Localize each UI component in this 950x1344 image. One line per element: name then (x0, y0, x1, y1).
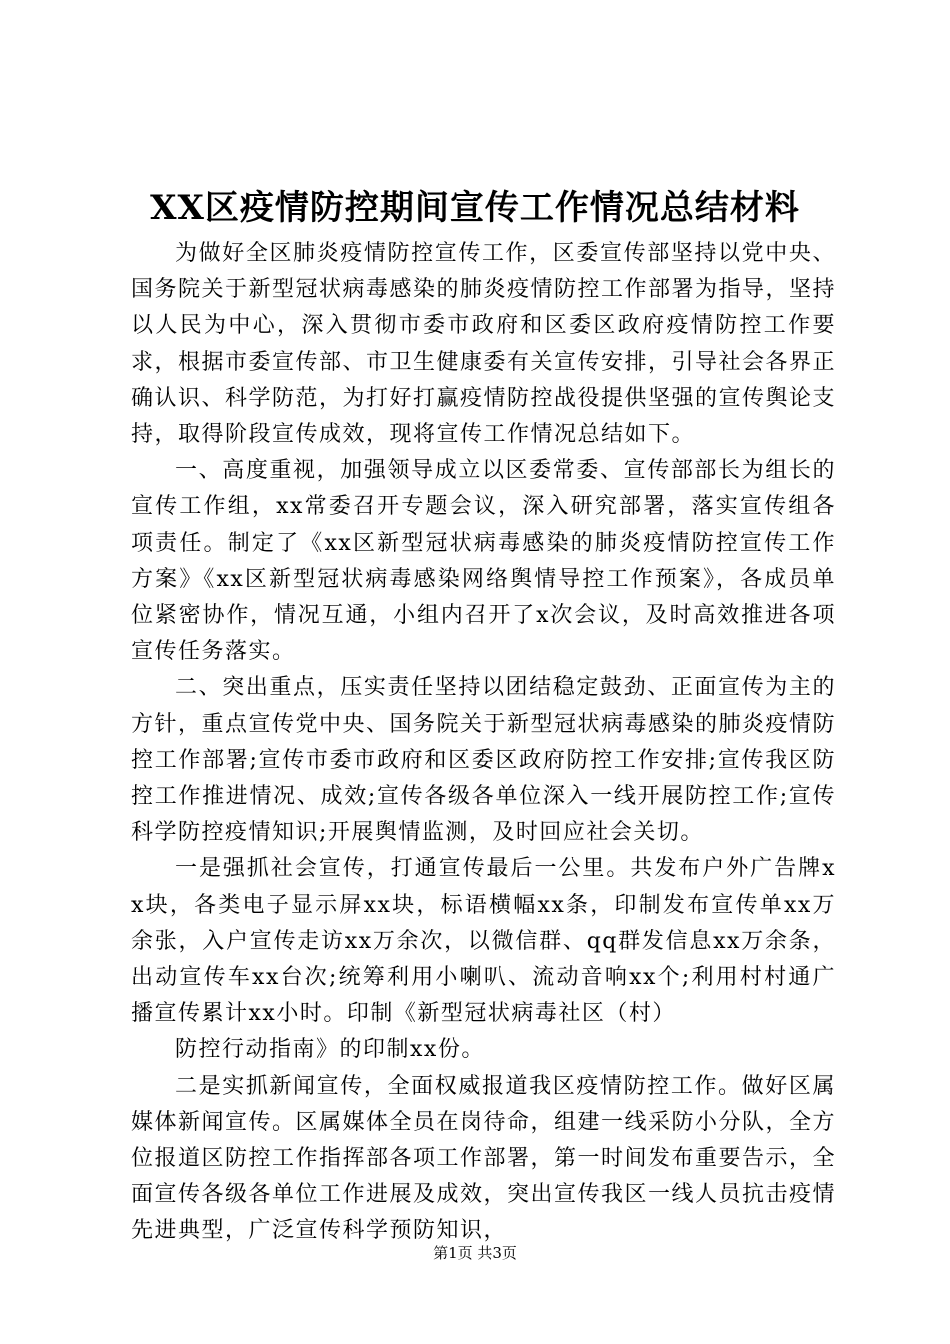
document-body (131, 236, 836, 1250)
body-paragraph: 一是强抓社会宣传，打通宣传最后一公里。共发布户外广告牌xx块，各类电子显示屏xx块，标语横幅xx条，印制发布宣传单xx万余张，入户宣传走访xx万余次，以微信群、qq群发信息xx万余条，出动宣传车xx台次;统筹利用小喇叭、流动音响xx个;利用村村通广播宣传累计xx小时。印制《新型冠状病毒社区（村） (131, 856, 836, 1027)
document-title: XX区疫情防控期间宣传工作情况总结材料 (150, 188, 800, 228)
page-number-footer: 第1页 共3页 (433, 1244, 517, 1262)
body-paragraph: 一、高度重视，加强领导成立以区委常委、宣传部部长为组长的宣传工作组，xx常委召开专题会议，深入研究部署，落实宣传组各项责任。制定了《xx区新型冠状病毒感染的肺炎疫情防控宣传工作方案》《xx区新型冠状病毒感染网络舆情导控工作预案》，各成员单位紧密协作，情况互通，小组内召开了x次会议，及时高效推进各项宣传任务落实。 (131, 458, 836, 665)
body-paragraph: 二、突出重点，压实责任坚持以团结稳定鼓劲、正面宣传为主的方针，重点宣传党中央、国务院关于新型冠状病毒感染的肺炎疫情防控工作部署;宣传市委市政府和区委区政府防控工作安排;宣传我区防控工作推进情况、成效;宣传各级各单位深入一线开展防控工作;宣传科学防控疫情知识;开展舆情监测，及时回应社会关切。 (131, 675, 837, 846)
body-paragraph: 二是实抓新闻宣传，全面权威报道我区疫情防控工作。做好区属媒体新闻宣传。区属媒体全员在岗待命，组建一线采防小分队，全方位报道区防控工作指挥部各项工作部署，第一时间发布重要告示，全面宣传各级各单位工作进展及成效，突出宣传我区一线人员抗击疫情先进典型，广泛宣传科学预防知识， (131, 1073, 837, 1244)
body-paragraph: 防控行动指南》的印制xx份。 (175, 1037, 485, 1063)
body-paragraph: 为做好全区肺炎疫情防控宣传工作，区委宣传部坚持以党中央、国务院关于新型冠状病毒感染的肺炎疫情防控工作部署为指导，坚持以人民为中心，深入贯彻市委市政府和区委区政府疫情防控工作要求，根据市委宣传部、市卫生健康委有关宣传安排，引导社会各界正确认识、科学防范，为打好打赢疫情防控战役提供坚强的宣传舆论支持，取得阶段宣传成效，现将宣传工作情况总结如下。 (131, 241, 837, 448)
